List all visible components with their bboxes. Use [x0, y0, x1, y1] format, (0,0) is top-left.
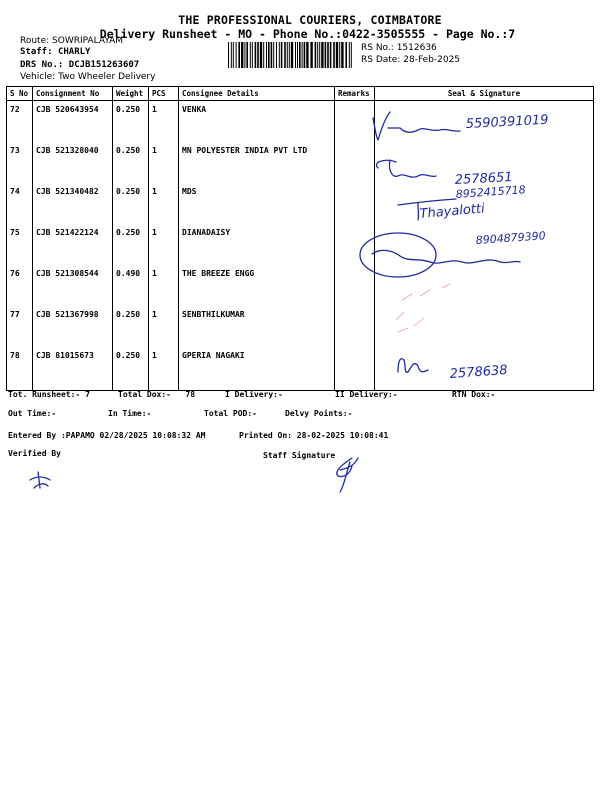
cell-pcs: 1	[149, 224, 179, 265]
cell-consignee: SENBTHILKUMAR	[179, 306, 335, 347]
rs-date-line	[361, 55, 460, 65]
barcode-bar	[263, 42, 264, 68]
col-sno: S No	[7, 87, 33, 101]
rs-no-value: 1512636	[396, 43, 437, 53]
barcode-bar	[266, 42, 267, 68]
cell-sno: 72	[7, 101, 33, 142]
cell-cons: CJB 81015673	[33, 347, 113, 391]
cell-weight: 0.490	[113, 265, 149, 306]
staff-signature	[337, 458, 358, 492]
barcode-bar	[304, 42, 306, 68]
table-row	[7, 183, 594, 224]
cell-seal-signature	[375, 142, 594, 183]
col-remarks: Remarks	[335, 87, 375, 101]
table-row	[7, 306, 594, 347]
table-row	[7, 347, 594, 391]
barcode-bar	[339, 42, 340, 68]
handwriting-row-73: 2578651	[454, 169, 514, 188]
total-pod: Total POD:-	[204, 409, 257, 418]
barcode-bar	[299, 42, 301, 68]
table-row	[7, 142, 594, 183]
barcode-bar	[325, 42, 327, 68]
entered-by: Entered By :PAPAMO 02/28/2025 10:08:32 AM	[8, 431, 206, 440]
cell-pcs: 1	[149, 142, 179, 183]
rs-date-value: 28-Feb-2025	[403, 55, 461, 65]
cell-weight: 0.250	[113, 224, 149, 265]
cell-pcs: 1	[149, 101, 179, 142]
vehicle-label: Vehicle:	[20, 72, 56, 82]
barcode-bar	[310, 42, 312, 68]
rs-date-label: RS Date:	[361, 55, 401, 65]
cell-sno: 75	[7, 224, 33, 265]
col-seal-signature: Seal & Signature	[375, 87, 594, 101]
col-pcs: PCS	[149, 87, 179, 101]
out-time: Out Time:-	[8, 409, 57, 418]
barcode-bar	[330, 42, 332, 68]
cell-cons: CJB 520643954	[33, 101, 113, 142]
cell-seal-signature	[375, 347, 594, 391]
printed-on: Printed On: 28-02-2025 10:08:41	[239, 431, 389, 440]
cell-sno: 76	[7, 265, 33, 306]
table-row	[7, 224, 594, 265]
ii-delivery: II Delivery:-	[335, 390, 398, 399]
barcode-bar	[231, 42, 232, 68]
barcode-bar	[257, 42, 259, 68]
runsheet-title: Delivery Runsheet - MO - Phone No.:0422-3505555 - Page No.:7	[99, 27, 516, 41]
barcode-bar	[306, 42, 308, 68]
table-row	[7, 101, 594, 142]
barcode-bar	[319, 42, 320, 68]
barcode-bar	[238, 42, 240, 68]
barcode-bar	[252, 42, 253, 68]
table-header-row	[7, 87, 594, 101]
cell-seal-signature	[375, 306, 594, 347]
barcode-bar	[228, 42, 229, 68]
cell-remarks	[335, 101, 375, 142]
barcode-bar	[317, 42, 318, 68]
handwriting-row-74-phone: 8952415718	[455, 183, 527, 201]
cell-sno: 77	[7, 306, 33, 347]
table-row	[7, 265, 594, 306]
company-name: THE PROFESSIONAL COURIERS, COIMBATORE	[178, 13, 442, 27]
cell-pcs: 1	[149, 183, 179, 224]
barcode-bar	[268, 42, 270, 68]
runsheet-table	[6, 86, 594, 391]
cell-remarks	[335, 142, 375, 183]
drs-value: DCJB151263607	[68, 60, 140, 70]
barcode-bar	[333, 42, 335, 68]
barcode-bar	[279, 42, 280, 68]
barcode-bar	[327, 42, 329, 68]
route-label: Route:	[20, 36, 50, 46]
cell-remarks	[335, 224, 375, 265]
cell-seal-signature	[375, 265, 594, 306]
cell-seal-signature	[375, 224, 594, 265]
drs-line	[20, 60, 139, 70]
barcode-bar	[241, 42, 243, 68]
barcode-bar	[250, 42, 251, 68]
total-runsheet: Tot. Runsheet:- 7	[8, 390, 90, 399]
cell-sno: 73	[7, 142, 33, 183]
handwriting-row-78: 2578638	[449, 362, 509, 382]
cell-cons: CJB 521367998	[33, 306, 113, 347]
barcode-bar	[302, 42, 303, 68]
staff-signature-label: Staff Signature	[263, 451, 336, 460]
barcode-bar	[260, 42, 262, 68]
col-weight: Weight	[113, 87, 149, 101]
barcode-bar	[273, 42, 274, 68]
cell-remarks	[335, 306, 375, 347]
delvy-points: Delvy Points:-	[285, 409, 353, 418]
cell-pcs: 1	[149, 306, 179, 347]
barcode-bar	[349, 42, 350, 68]
barcode-bar	[281, 42, 283, 68]
cell-remarks	[335, 347, 375, 391]
handwriting-row-74-name: Thayalotti	[419, 201, 486, 222]
barcode-bar	[289, 42, 290, 68]
vehicle-line	[20, 72, 155, 82]
barcode-bar	[336, 42, 338, 68]
verified-by: Verified By	[8, 449, 61, 458]
rtn-dox: RTN Dox:-	[452, 390, 496, 399]
cell-cons: CJB 521422124	[33, 224, 113, 265]
i-delivery: I Delivery:-	[225, 390, 283, 399]
barcode-bar	[341, 42, 343, 68]
cell-consignee: DIANADAISY	[179, 224, 335, 265]
barcode-bar	[246, 42, 248, 68]
barcode-bar	[295, 42, 296, 68]
barcode-bar	[351, 42, 352, 68]
col-consignment: Consignment No	[33, 87, 113, 101]
cell-consignee: THE BREEZE ENGG	[179, 265, 335, 306]
cell-consignee: MN POLYESTER INDIA PVT LTD	[179, 142, 335, 183]
cell-weight: 0.250	[113, 101, 149, 142]
cell-cons: CJB 521328040	[33, 142, 113, 183]
drs-label: DRS No.:	[20, 60, 64, 70]
barcode-bar	[271, 42, 273, 68]
cell-weight: 0.250	[113, 306, 149, 347]
total-dox: Total Dox:- 78	[118, 390, 196, 399]
cell-seal-signature	[375, 101, 594, 142]
barcode-bar	[345, 42, 347, 68]
cell-sno: 74	[7, 183, 33, 224]
cell-sno: 78	[7, 347, 33, 391]
staff-label: Staff:	[20, 47, 53, 57]
cell-weight: 0.250	[113, 142, 149, 183]
barcode-bar	[291, 42, 293, 68]
barcode-bar	[236, 42, 237, 68]
staff-value: CHARLY	[57, 47, 91, 57]
vehicle-value: Two Wheeler Delivery	[58, 72, 156, 82]
cell-pcs: 1	[149, 265, 179, 306]
cell-consignee: GPERIA NAGAKI	[179, 347, 335, 391]
cell-remarks	[335, 183, 375, 224]
cell-cons: CJB 521308544	[33, 265, 113, 306]
barcode-bar	[244, 42, 245, 68]
barcode-bar	[255, 42, 257, 68]
handwriting-row-75: 8904879390	[475, 229, 547, 247]
barcode-bar	[315, 42, 317, 68]
in-time: In Time:-	[108, 409, 152, 418]
route-value: SOWRIPALAYAM	[52, 36, 124, 46]
barcode-bar	[276, 42, 277, 68]
cell-pcs: 1	[149, 347, 179, 391]
barcode-bar	[284, 42, 286, 68]
barcode-bar	[287, 42, 288, 68]
cell-weight: 0.250	[113, 183, 149, 224]
rs-no-line	[361, 43, 437, 53]
cell-seal-signature	[375, 183, 594, 224]
cell-consignee: MDS	[179, 183, 335, 224]
barcode-bar	[297, 42, 298, 68]
verified-signature	[30, 472, 50, 488]
rs-no-label: RS No.:	[361, 43, 394, 53]
staff-line	[20, 47, 90, 57]
col-consignee: Consignee Details	[179, 87, 335, 101]
barcode-bar	[233, 42, 234, 68]
cell-cons: CJB 521340482	[33, 183, 113, 224]
route-line	[20, 36, 123, 46]
cell-remarks	[335, 265, 375, 306]
handwriting-row-72: 5590391019	[465, 112, 549, 132]
barcode	[228, 42, 353, 68]
cell-consignee: VENKA	[179, 101, 335, 142]
cell-weight: 0.250	[113, 347, 149, 391]
barcode-bar	[321, 42, 323, 68]
